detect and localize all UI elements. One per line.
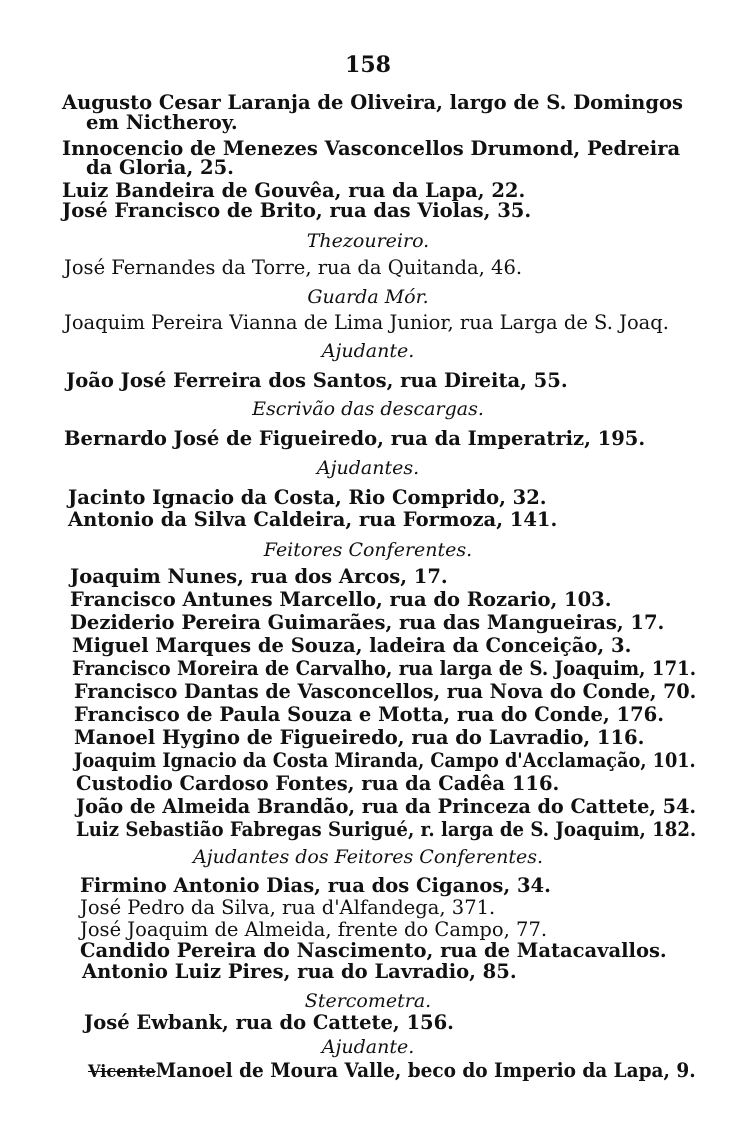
entry-line-last [88, 1060, 696, 1083]
entry-line: Innocencio de Menezes Vasconcellos Drumond, Pedreira [62, 137, 681, 160]
entry-line: Joaquim Nunes, rua dos Arcos, 17. [70, 565, 448, 588]
entry-line: Jacinto Ignacio da Costa, Rio Comprido, 32. [68, 486, 547, 509]
section-heading: Ajudante. [321, 340, 415, 362]
entry-line: Luiz Sebastião Fabregas Surigué, r. larga de S. Joaquim, 182. [76, 818, 697, 841]
entry-line: Deziderio Pereira Guimarães, rua das Mangueiras, 17. [70, 611, 665, 634]
section-heading: Guarda Mór. [307, 286, 429, 308]
section-heading: Feitores Conferentes. [263, 539, 473, 561]
entry-line: Firmino Antonio Dias, rua dos Ciganos, 34. [80, 874, 551, 897]
entry-line: Joaquim Pereira Vianna de Lima Junior, rua Larga de S. Joaq. [64, 311, 669, 334]
entry-line: Francisco Antunes Marcello, rua do Rozario, 103. [70, 588, 612, 611]
entry-line: Francisco Dantas de Vasconcellos, rua Nova do Conde, 70. [74, 680, 697, 703]
entry-line: Miguel Marques de Souza, ladeira da Conceição, 3. [72, 634, 632, 657]
page-number: 158 [345, 52, 391, 78]
entry-text: Manoel de Moura Valle, beco do Imperio da Lapa, 9. [155, 1059, 696, 1082]
entry-line: Joaquim Ignacio da Costa Miranda, Campo d'Acclamação, 101. [74, 749, 696, 772]
entry-line: João de Almeida Brandão, rua da Princeza do Cattete, 54. [76, 795, 697, 818]
entry-line: José Francisco de Brito, rua das Violas, 35. [62, 199, 532, 222]
entry-line: Luiz Bandeira de Gouvêa, rua da Lapa, 22. [62, 179, 526, 202]
entry-line: José Fernandes da Torre, rua da Quitanda, 46. [64, 256, 523, 279]
entry-line: Antonio Luiz Pires, rua do Lavradio, 85. [82, 960, 517, 983]
struck-word: Vicente [88, 1062, 156, 1082]
entry-line: João José Ferreira dos Santos, rua Direita, 55. [66, 369, 568, 392]
entry-line: Antonio da Silva Caldeira, rua Formoza, 141. [68, 508, 558, 531]
entry-line: José Joaquim de Almeida, frente do Campo, 77. [80, 918, 548, 941]
entry-line: Francisco de Paula Souza e Motta, rua do Conde, 176. [74, 703, 665, 726]
entry-line: Manoel Hygino de Figueiredo, rua do Lavradio, 116. [74, 726, 645, 749]
entry-line: Francisco Moreira de Carvalho, rua larga de S. Joaquim, 171. [72, 657, 697, 680]
entry-line: Candido Pereira do Nascimento, rua de Matacavallos. [80, 939, 667, 962]
entry-line: José Pedro da Silva, rua d'Alfandega, 371. [80, 896, 496, 919]
entry-line: José Ewbank, rua do Cattete, 156. [84, 1011, 454, 1034]
entry-line: Augusto Cesar Laranja de Oliveira, largo de S. Domingos [62, 91, 683, 114]
section-heading: Ajudantes. [316, 457, 420, 479]
section-heading: Ajudantes dos Feitores Conferentes. [192, 846, 543, 868]
section-heading: Ajudante. [321, 1036, 415, 1058]
section-heading: Thezoureiro. [306, 230, 430, 252]
entry-line: em Nictheroy. [86, 111, 238, 134]
entry-line: Bernardo José de Figueiredo, rua da Imperatriz, 195. [64, 427, 646, 450]
section-heading: Escrivão das descargas. [252, 398, 484, 420]
entry-line: Custodio Cardoso Fontes, rua da Cadêa 116. [76, 772, 560, 795]
section-heading: Stercometra. [304, 990, 432, 1012]
entry-line: da Gloria, 25. [86, 156, 234, 179]
